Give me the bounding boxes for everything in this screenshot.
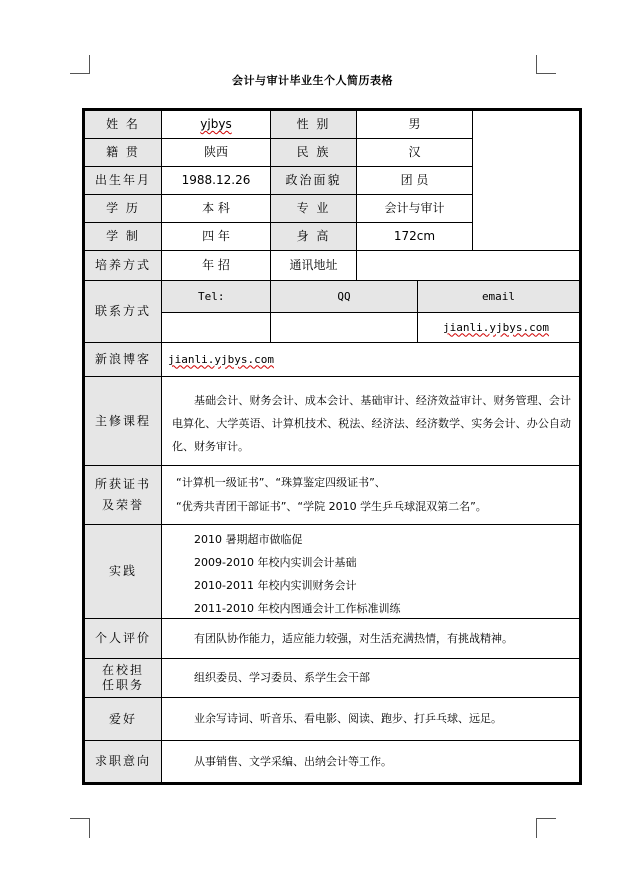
awards-label-line-1: 所获证书: [94, 477, 151, 491]
hometown-label: 籍 贯: [84, 138, 162, 167]
evaluation-text: 有团队协作能力，适应能力较强，对生活充满热情，有挑战精神。: [161, 618, 580, 659]
tel-value: [161, 312, 271, 343]
name-label: 姓 名: [84, 110, 162, 139]
major-value: 会计与审计: [356, 194, 473, 223]
email-label: email: [417, 280, 580, 313]
address-value: [356, 250, 580, 281]
contact-label: 联系方式: [84, 280, 162, 343]
intention-label: 求职意向: [84, 740, 162, 783]
practice-label: 实践: [84, 524, 162, 619]
page-title: 会计与审计毕业生个人简历表格: [232, 74, 393, 87]
hobbies-label: 爱好: [84, 697, 162, 741]
photo-area: [472, 110, 580, 251]
gender-label: 性 别: [270, 110, 357, 139]
name-value: yjbys: [161, 110, 271, 139]
blog-value: jianli.yjbys.com: [161, 342, 580, 377]
blog-label: 新浪博客: [84, 342, 162, 377]
evaluation-label: 个人评价: [84, 618, 162, 659]
duration-value: 四 年: [161, 222, 271, 251]
awards-label-line-2: 及荣誉: [101, 498, 144, 512]
tel-label: Tel:: [161, 280, 271, 313]
positions-label-line-1: 在校担: [101, 663, 144, 677]
courses-text: 基础会计、财务会计、成本会计、基础审计、经济效益审计、财务管理、会计电算化、大学英语、计算机技术、税法、经济法、经济数学、实务会计、办公自动化、财务审计。: [172, 394, 571, 453]
qq-label: QQ: [270, 280, 418, 313]
practice-item: 2011-2010 年校内图通会计工作标准训练: [194, 601, 401, 615]
awards-line-1: “计算机一级证书”、“珠算鉴定四级证书”、: [176, 476, 386, 489]
hobbies-text: 业余写诗词、听音乐、看电影、阅读、跑步、打乒乓球、远足。: [161, 697, 580, 741]
ethnicity-label: 民 族: [270, 138, 357, 167]
positions-label: [84, 658, 162, 698]
positions-text: 组织委员、学习委员、系学生会干部: [161, 658, 580, 698]
birth-value: 1988.12.26: [161, 166, 271, 195]
duration-label: 学 制: [84, 222, 162, 251]
practice-item: 2009-2010 年校内实训会计基础: [194, 555, 357, 569]
email-value: jianli.yjbys.com: [417, 312, 580, 343]
awards-label: [84, 465, 162, 525]
intention-text: 从事销售、文学采编、出纳会计等工作。: [161, 740, 580, 783]
hometown-value: 陕西: [161, 138, 271, 167]
awards-box: [161, 465, 580, 525]
awards-line-2: “优秀共青团干部证书”、“学院 2010 学生乒乓球混双第二名”。: [176, 500, 487, 513]
birth-label: 出生年月: [84, 166, 162, 195]
training-label: 培养方式: [84, 250, 162, 281]
major-label: 专 业: [270, 194, 357, 223]
training-value: 年 招: [161, 250, 271, 281]
qq-value: [270, 312, 418, 343]
address-label: 通讯地址: [270, 250, 357, 281]
ethnicity-value: 汉: [356, 138, 473, 167]
practice-item: 2010 暑期超市做临促: [194, 532, 303, 546]
political-value: 团 员: [356, 166, 473, 195]
gender-value: 男: [356, 110, 473, 139]
practice-item: 2010-2011 年校内实训财务会计: [194, 578, 357, 592]
education-label: 学 历: [84, 194, 162, 223]
courses-label: 主修课程: [84, 376, 162, 466]
height-value: 172cm: [356, 222, 473, 251]
height-label: 身 高: [270, 222, 357, 251]
courses-box: [161, 376, 580, 466]
positions-label-line-2: 任职务: [101, 678, 144, 692]
education-value: 本 科: [161, 194, 271, 223]
political-label: 政治面貌: [270, 166, 357, 195]
practice-box: [161, 524, 580, 619]
